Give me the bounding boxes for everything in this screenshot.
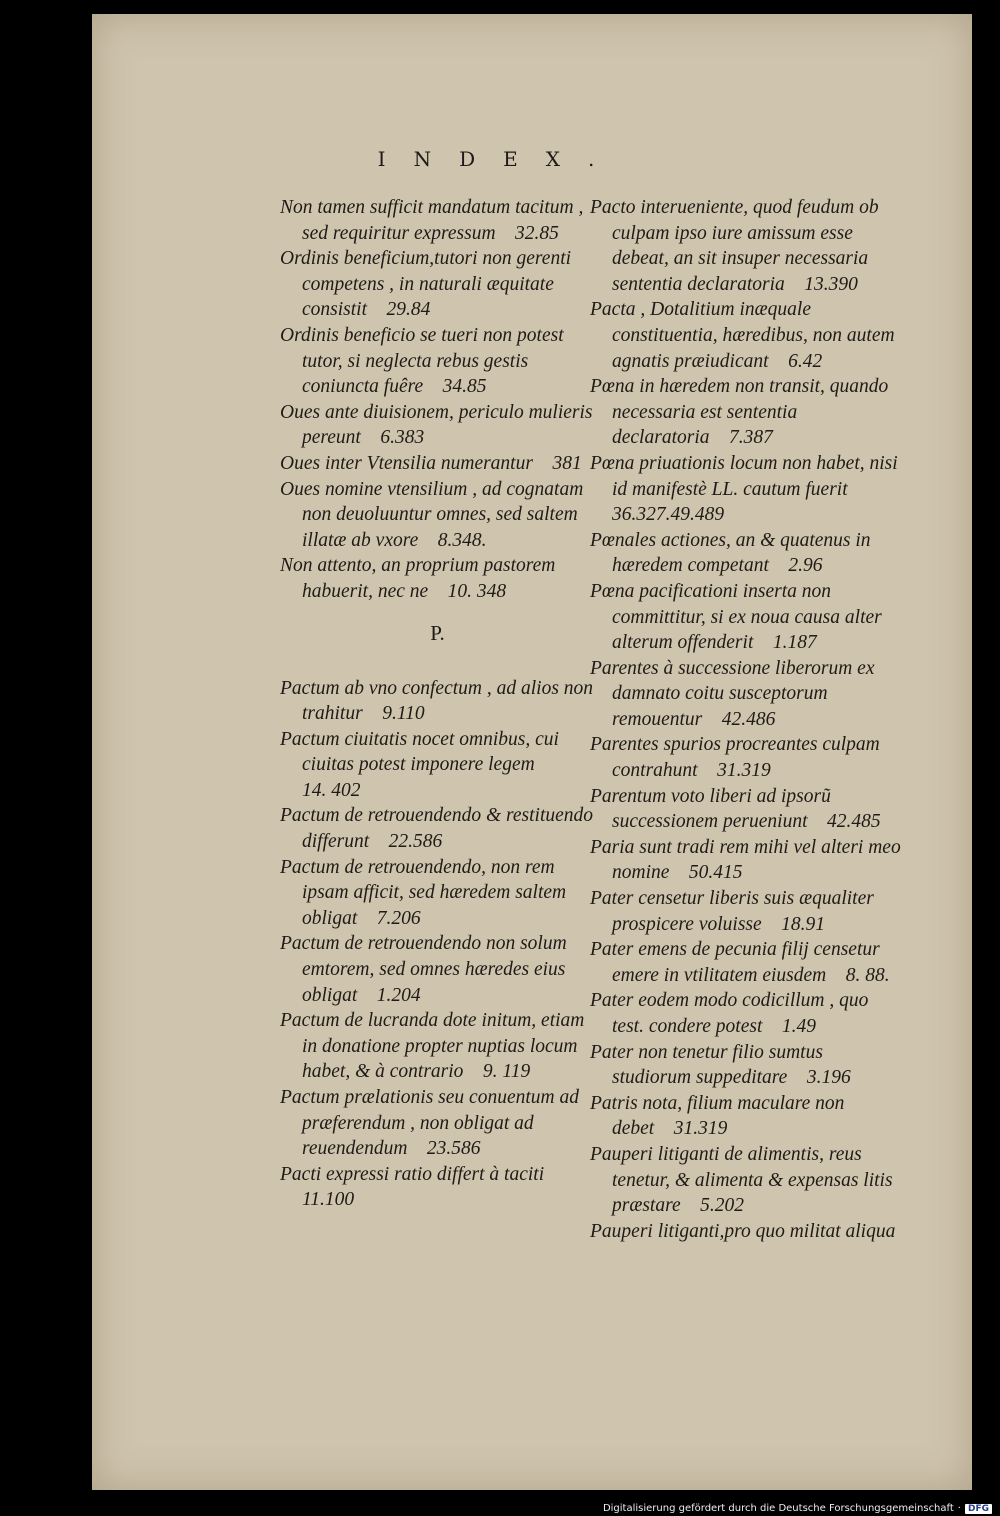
right-column [590, 195, 905, 1244]
entry-text: Oues ante diuisionem, periculo mulieris pereunt [280, 401, 593, 449]
footer: Digitalisierung gefördert durch die Deutsche Forschungsgemeinschaft · DFG [603, 1503, 992, 1514]
entry-text: Pactum ciuitatis nocet omnibus, cui ciuitas potest imponere legem [280, 728, 559, 776]
index-entry [280, 553, 595, 604]
entry-text: Ordinis beneficium,tutori non gerenti competens , in naturali æquitate consistit [280, 248, 572, 321]
entry-page-ref: 18.91 [781, 913, 826, 935]
entry-page-ref: 11.100 [302, 1189, 355, 1211]
entry-page-ref: 36.327.49.489 [612, 504, 725, 526]
entry-text: Pactum de retrouendendo & restituendo differunt [280, 805, 594, 853]
entry-text: Pactum de lucranda dote initum, etiam in donatione propter nuptias locum habet, & à contrario [280, 1010, 585, 1083]
index-entry [590, 835, 905, 886]
index-entry [590, 579, 905, 656]
entry-page-ref: 8. 88. [845, 964, 890, 986]
index-entry [280, 931, 595, 1008]
left-entry-list [280, 195, 595, 605]
entry-page-ref: 9. 119 [482, 1061, 531, 1083]
entry-page-ref: 7.387 [729, 427, 773, 449]
entry-text: Pater emens de pecunia filij censetur emere in vtilitatem eiusdem [590, 939, 880, 986]
index-entry [590, 374, 905, 451]
dfg-logo: DFG [965, 1504, 992, 1514]
entry-page-ref: 2.96 [788, 555, 823, 577]
section-letter: P. [430, 620, 445, 645]
entry-text: Pœna pacificationi inserta non committitur, si ex noua causa alter alterum offenderit [590, 580, 882, 654]
entry-text: Paria sunt tradi rem mihi vel alteri meo nomine [590, 836, 901, 884]
entry-text: Non attento, an proprium pastorem habuerit, nec ne [280, 555, 556, 602]
index-entry [280, 451, 595, 477]
entry-text: Pactum ab vno confectum , ad alios non trahitur [280, 677, 594, 725]
entry-page-ref: 22.586 [388, 831, 443, 853]
entry-text: Parentes à successione liberorum ex damnato coitu susceptorum remouentur [590, 657, 875, 730]
index-entry [590, 451, 905, 528]
entry-text: Pœna in hæredem non transit, quando necessaria est sententia declaratoria [590, 376, 889, 449]
entry-page-ref: 7.206 [376, 907, 421, 929]
index-entry [590, 732, 905, 783]
entry-page-ref: 1.187 [772, 632, 817, 654]
entry-text: Oues inter Vtensilia numerantur [280, 452, 533, 474]
entry-page-ref: 6.42 [788, 350, 823, 372]
entry-page-ref: 5.202 [700, 1195, 744, 1217]
entry-text: Pauperi litiganti,pro quo militat aliqua [590, 1220, 896, 1242]
entry-page-ref: 1.49 [781, 1016, 816, 1037]
index-entry [590, 886, 905, 937]
index-entry [590, 988, 905, 1039]
index-entry [280, 195, 595, 246]
entry-text: Pœnales actiones, an & quatenus in hæredem competant [590, 529, 871, 577]
index-entry [280, 400, 595, 451]
index-entry [590, 1091, 905, 1142]
entry-page-ref: 42.485 [827, 811, 881, 833]
index-entry [280, 676, 595, 727]
entry-page-ref: 32.85 [515, 222, 559, 244]
index-entry [280, 477, 595, 554]
page-heading: INDEX. [377, 147, 623, 171]
entry-page-ref: 9.110 [382, 703, 425, 725]
entry-page-ref: 42.486 [721, 708, 776, 730]
entry-page-ref: 29.84 [386, 299, 431, 321]
index-entry [280, 855, 595, 932]
entry-page-ref: 6.383 [380, 427, 425, 449]
entry-text: Pater non tenetur filio sumtus studiorum suppeditare [590, 1041, 823, 1089]
right-entry-list [590, 195, 905, 1244]
index-entry [280, 1085, 595, 1162]
index-entry [590, 1142, 905, 1219]
entry-page-ref: 50.415 [688, 862, 743, 884]
entry-page-ref: 10. 348 [447, 580, 507, 602]
entry-page-ref: 381 [552, 452, 582, 474]
entry-text: Patris nota, filium maculare non debet [590, 1092, 845, 1140]
entry-page-ref: 13.390 [804, 273, 858, 295]
entry-page-ref: 3.196 [806, 1067, 851, 1089]
entry-page-ref: 14. 402 [302, 779, 361, 801]
entry-page-ref: 8.348. [437, 529, 487, 551]
footer-text: Digitalisierung gefördert durch die Deutsche Forschungsgemeinschaft [602, 1503, 954, 1514]
entry-text: Pactum prælationis seu conuentum ad præferendum , non obligat ad reuendendum [280, 1087, 579, 1160]
left-column [280, 195, 595, 1213]
entry-text: Oues nomine vtensilium , ad cognatam non deuoluuntur omnes, sed saltem illatæ ab vxore [280, 478, 584, 551]
left-p-entry-list [280, 676, 595, 1213]
entry-text: Pacti expressi ratio differt à taciti [280, 1163, 545, 1185]
index-entry [280, 1008, 595, 1085]
entry-text: Non tamen sufficit mandatum tacitum , sed requiritur expressum [280, 197, 584, 244]
entry-page-ref: 31.319 [673, 1118, 728, 1140]
index-entry [590, 784, 905, 835]
entry-page-ref: 23.586 [426, 1138, 481, 1160]
index-entry [280, 323, 595, 400]
entry-page-ref: 34.85 [442, 376, 487, 398]
index-entry [590, 195, 905, 297]
index-entry [590, 297, 905, 374]
entry-text: Ordinis beneficio se tueri non potest tutor, si neglecta rebus gestis coniuncta fuêre [280, 324, 564, 398]
index-entry [590, 1219, 905, 1245]
entry-text: Pauperi litiganti de alimentis, reus tenetur, & alimenta & expensas litis præstare [590, 1143, 893, 1217]
index-entry [590, 656, 905, 733]
entry-text: Pater censetur liberis suis æqualiter prospicere voluisse [590, 888, 874, 935]
index-entry [280, 246, 595, 323]
entry-text: Pœna priuationis locum non habet, nisi id manifestè LL. cautum fuerit [590, 452, 898, 500]
index-entry [590, 1040, 905, 1091]
index-entry [280, 727, 595, 804]
entry-text: Pater eodem modo codicillum , quo test. condere potest [590, 990, 869, 1037]
entry-text: Parentes spurios procreantes culpam contrahunt [590, 734, 880, 782]
entry-text: Pactum de retrouendendo, non rem ipsam afficit, sed hæredem saltem obligat [280, 856, 567, 929]
index-entry [280, 1162, 595, 1213]
index-entry [590, 937, 905, 988]
index-entry [590, 528, 905, 579]
entry-text: Pacto interueniente, quod feudum ob culpam ipso iure amissum esse debeat, an sit insuper necessaria sententia declaratoria [590, 197, 879, 295]
entry-text: Pactum de retrouendendo non solum emtorem, sed omnes hæredes eius obligat [280, 933, 567, 1006]
entry-text: Pacta , Dotalitium inæquale constituentia, hæredibus, non autem agnatis præiudicant [590, 299, 895, 372]
index-entry [280, 803, 595, 854]
entry-page-ref: 1.204 [376, 984, 421, 1006]
entry-page-ref: 31.319 [717, 760, 771, 782]
entry-text: Parentum voto liberi ad ipsorũ successionem perueniunt [590, 785, 831, 833]
